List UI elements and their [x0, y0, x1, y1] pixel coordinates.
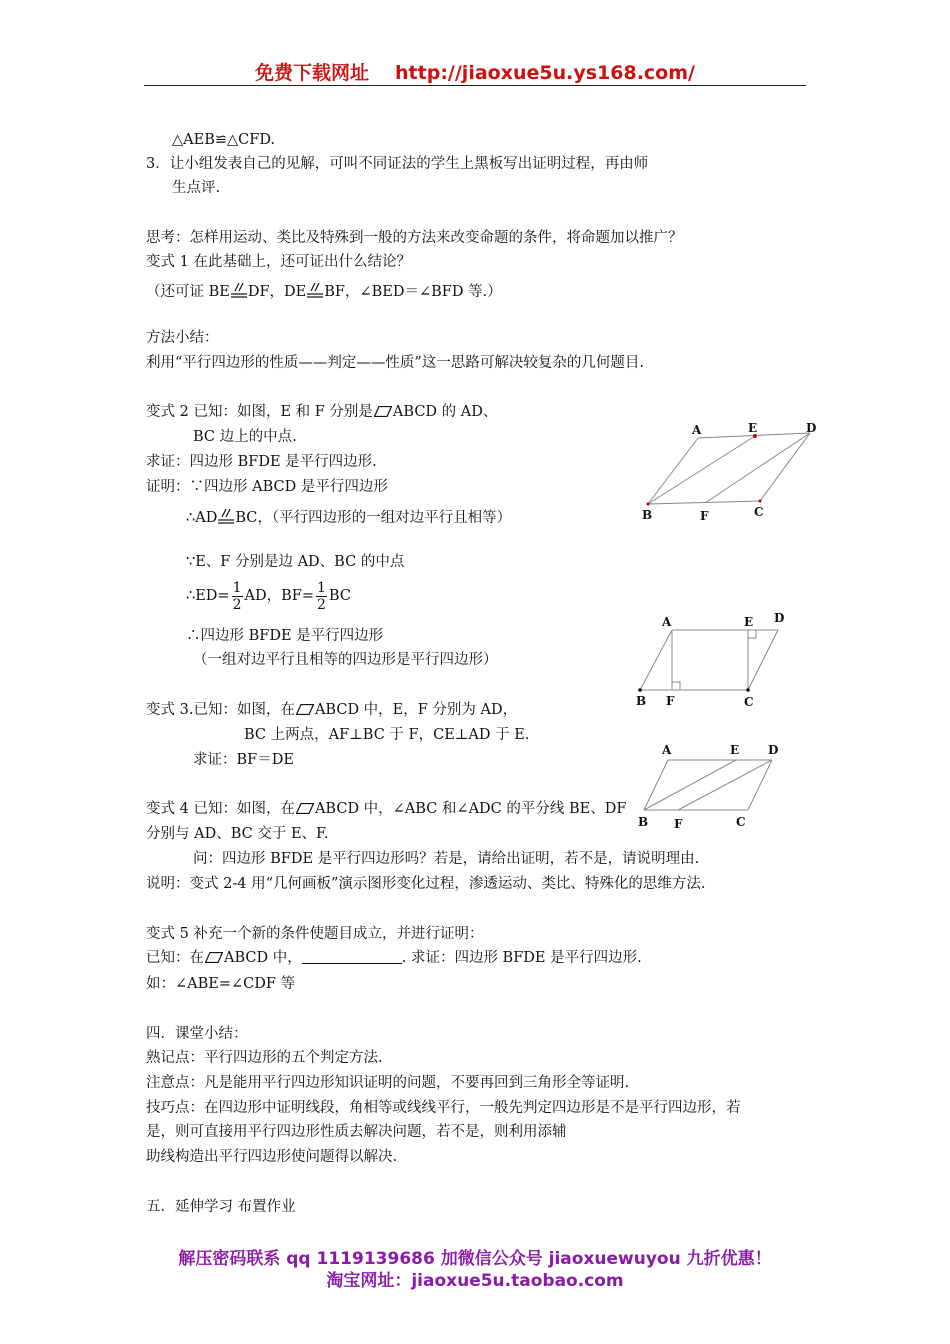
text-line: 是，则可直接用平行四边形性质去解决问题，若不是，则利用添辅 — [146, 1124, 567, 1140]
text-line: 技巧点：在四边形中证明线段，角相等或线线平行，一般先判定四边形是不是平行四边形，若 — [146, 1100, 741, 1116]
text-line — [186, 578, 351, 614]
section-heading: 五．延伸学习 布置作业 — [146, 1199, 296, 1215]
text-span: ABCD 中，E，F 分别为 AD， — [314, 702, 518, 718]
point-label-c: C — [744, 695, 754, 709]
figure-parallelogram-2 — [630, 608, 800, 718]
point-label-e: E — [748, 421, 758, 435]
point-label-b: B — [638, 815, 649, 829]
point-label-a: A — [662, 615, 672, 629]
text-span: 变式 4 已知：如图，在 — [146, 801, 295, 817]
footer-contact: 解压密码联系 qq 1119139686 加微信公众号 jiaoxuewuyou 九折优惠！ — [178, 1249, 772, 1269]
fraction-one-half — [232, 580, 243, 613]
text-line — [146, 700, 517, 720]
text-line — [186, 508, 511, 528]
footer-shop-link[interactable]: 淘宝网址：jiaoxue5u.taobao.com — [326, 1271, 624, 1291]
point-label-e: E — [744, 615, 754, 629]
text-line: BC 边上的中点. — [193, 429, 297, 445]
text-line: 注意点：凡是能用平行四边形知识证明的问题，不要再回到三角形全等证明. — [146, 1075, 630, 1091]
text-span: ∴ED= — [186, 588, 230, 604]
text-span: 已知：在 — [146, 950, 204, 966]
text-span: ∴AD — [186, 510, 218, 526]
fraction-numerator: 1 — [232, 579, 242, 596]
fill-in-blank[interactable] — [302, 949, 402, 964]
parallel-equal-symbol-icon — [230, 283, 248, 299]
text-line: 如：∠ABE=∠CDF 等 — [146, 976, 296, 992]
point-label-d: D — [774, 611, 785, 625]
section-heading: 四．课堂小结： — [146, 1026, 248, 1042]
point-label-b: B — [636, 694, 647, 708]
text-line: （一组对边平行且相等的四边形是平行四边形） — [193, 652, 498, 668]
text-span: DF，DE — [247, 284, 307, 300]
point-label-a: A — [662, 743, 672, 757]
point-label-f: F — [700, 509, 709, 523]
text-line: 分别与 AD、BC 交于 E、F. — [146, 826, 329, 842]
text-line: BC 上两点，AF⊥BC 于 F，CE⊥AD 于 E. — [244, 727, 530, 743]
text-span: 变式 3.已知：如图，在 — [146, 702, 295, 718]
text-span: BF，∠BED＝∠BFD 等.） — [324, 284, 502, 300]
point-label-f: F — [666, 694, 675, 708]
parallelogram-symbol-icon — [296, 803, 314, 814]
fraction-one-half — [316, 580, 327, 613]
text-line: 说明：变式 2-4 用“几何画板”演示图形变化过程，渗透运动、类比、特殊化的思维方法. — [146, 876, 706, 892]
point-label-d: D — [806, 421, 817, 435]
text-line: △AEB≌△CFD. — [172, 132, 276, 148]
text-line: 方法小结： — [146, 330, 219, 346]
point-label-c: C — [736, 815, 746, 829]
header-url-link[interactable]: http://jiaoxue5u.ys168.com/ — [395, 62, 695, 84]
text-line — [146, 282, 502, 302]
text-span: 变式 2 已知：如图，E 和 F 分别是 — [146, 404, 373, 420]
text-span: BC — [328, 588, 351, 604]
figure-parallelogram-1 — [630, 418, 830, 528]
text-span: BC，（平行四边形的一组对边平行且相等） — [235, 510, 512, 526]
text-line: 证明：∵四边形 ABCD 是平行四边形 — [146, 479, 388, 495]
text-line — [146, 402, 497, 422]
text-line: 生点评. — [172, 180, 221, 196]
text-line: 助线构造出平行四边形使问题得以解决. — [146, 1149, 398, 1165]
text-line: ∴四边形 BFDE 是平行四边形 — [186, 628, 384, 644]
text-span: ABCD 中，∠ABC 和∠ADC 的平分线 BE、DF — [314, 801, 627, 817]
parallel-equal-symbol-icon — [217, 509, 235, 525]
point-label-d: D — [768, 743, 779, 757]
text-line: 熟记点：平行四边形的五个判定方法. — [146, 1050, 383, 1066]
parallel-equal-symbol-icon — [306, 283, 324, 299]
text-line — [146, 948, 642, 968]
header-divider — [144, 85, 806, 86]
text-line: 变式 1 在此基础上，还可证出什么结论？ — [146, 254, 411, 270]
text-span: AD，BF= — [244, 588, 314, 604]
point-label-c: C — [754, 505, 764, 519]
text-line: 变式 5 补充一个新的条件使题目成立，并进行证明： — [146, 926, 484, 942]
parallelogram-symbol-icon — [374, 406, 392, 417]
page-header — [0, 58, 950, 85]
text-line: ∵E、F 分别是边 AD、BC 的中点 — [186, 554, 405, 570]
point-label-b: B — [642, 508, 653, 522]
figure-parallelogram-3 — [630, 738, 800, 838]
text-line: 求证：BF＝DE — [193, 752, 294, 768]
point-label-e: E — [730, 743, 740, 757]
text-line: 问：四边形 BFDE 是平行四边形吗？若是，请给出证明，若不是，请说明理由. — [193, 851, 700, 867]
text-span: . 求证：四边形 BFDE 是平行四边形. — [401, 950, 642, 966]
point-label-f: F — [674, 817, 683, 831]
text-line: 思考：怎样用运动、类比及特殊到一般的方法来改变命题的条件，将命题加以推广？ — [146, 230, 683, 246]
text-span: ABCD 中， — [224, 950, 302, 966]
text-line — [146, 799, 626, 819]
text-span: ABCD 的 AD、 — [392, 404, 498, 420]
fraction-numerator: 1 — [316, 579, 326, 596]
text-span: （还可证 BE — [146, 284, 230, 300]
point-label-a: A — [692, 423, 702, 437]
fraction-denominator: 2 — [232, 596, 242, 613]
parallelogram-symbol-icon — [296, 704, 314, 715]
text-line: 求证：四边形 BFDE 是平行四边形. — [146, 454, 377, 470]
text-line: 3．让小组发表自己的见解，可叫不同证法的学生上黑板写出证明过程，再由师 — [146, 156, 649, 172]
fraction-denominator: 2 — [316, 596, 326, 613]
text-line: 利用“平行四边形的性质——判定——性质”这一思路可解决较复杂的几何题目. — [146, 355, 644, 371]
parallelogram-symbol-icon — [205, 952, 223, 963]
header-title: 免费下载网址 — [255, 62, 370, 84]
